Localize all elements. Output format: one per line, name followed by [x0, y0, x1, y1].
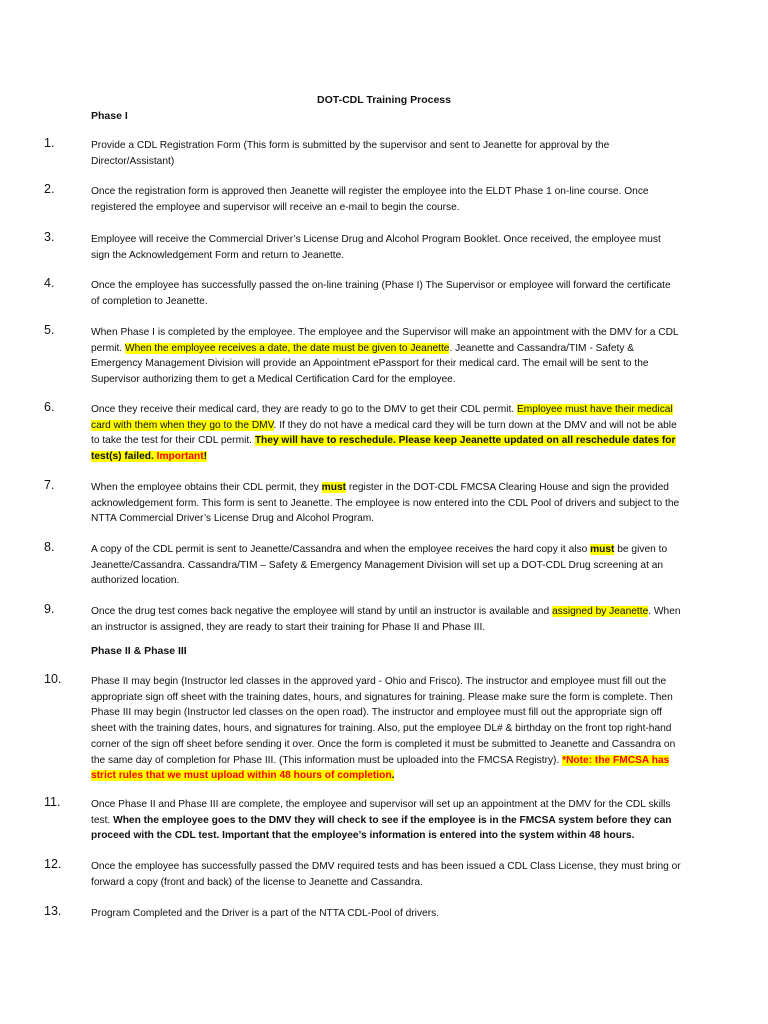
- text-segment: register in the DOT-CDL FMCSA Clearing House and sign the provided acknowledgement form. This form is sent to Jeanette. The employee is now entered into the CDL Pool of drivers and subject to the NTTA Commercial Driver’s License Drug and Alcohol Program.: [91, 482, 680, 525]
- text-segment: They will have to reschedule. Please keep Jeanette updated on all reschedule dates for test(s) failed.: [91, 435, 676, 463]
- item-number: 6.: [44, 400, 55, 414]
- text-segment: must: [321, 482, 346, 493]
- text-segment: Once the drug test comes back negative the employee will stand by until an instructor is available and: [91, 606, 552, 617]
- item-text: [91, 797, 681, 844]
- item-text: [91, 232, 681, 263]
- item-number: 10.: [44, 672, 62, 686]
- item-text: [91, 138, 681, 169]
- item-number: 11.: [44, 795, 61, 809]
- text-segment: Employee will receive the Commercial Driver’s License Drug and Alcohol Program Booklet. Once received, the employee must sign the Acknowledgement Form and return to Jeanette.: [91, 234, 661, 261]
- item-text: [91, 542, 681, 589]
- item-number: 1.: [44, 136, 55, 150]
- item-number: 5.: [44, 323, 55, 337]
- text-segment: be given to Jeanette/Cassandra. Cassandra/TIM – Safety & Emergency Management Division will set up a DOT-CDL Drug screening at an authorized location.: [91, 544, 668, 587]
- text-segment: . If they do not have a medical card they will be turn down at the DMV and will not be able to take the test for their CDL permit.: [91, 419, 677, 447]
- text-segment: . When an instructor is assigned, they are ready to start their training for Phase II and Phase III.: [91, 606, 681, 633]
- item-text: [91, 859, 681, 890]
- item-number: 2.: [44, 182, 55, 196]
- item-number: 4.: [44, 276, 55, 290]
- item-text: [91, 480, 681, 527]
- text-segment: *Note: the FMCSA has strict rules that we must upload within 48 hours of completion: [91, 754, 670, 782]
- item-text: [91, 184, 681, 215]
- item-number: 8.: [44, 540, 55, 554]
- item-number: 9.: [44, 602, 55, 616]
- text-segment: Program Completed and the Driver is a part of the NTTA CDL-Pool of drivers.: [91, 908, 440, 919]
- text-segment: .: [391, 770, 395, 782]
- text-segment: When the employee obtains their CDL permit, they: [91, 482, 322, 493]
- item-text: [91, 906, 681, 922]
- item-number: 7.: [44, 478, 55, 492]
- item-text: [91, 402, 681, 465]
- text-segment: When the employee goes to the DMV they will check to see if the employee is in the FMCSA system before they can proceed with the CDL test. Important that the employee’s information is entered into the system within 48 hours.: [91, 814, 672, 842]
- text-segment: must: [590, 544, 615, 555]
- item-number: 3.: [44, 230, 55, 244]
- item-number: 13.: [44, 904, 62, 918]
- text-segment: Important: [156, 451, 204, 463]
- phase-2-3-heading: Phase II & Phase III: [91, 645, 187, 657]
- text-segment: Employee must have their medical card with them when they go to the DMV: [91, 404, 673, 431]
- item-text: [91, 674, 681, 784]
- item-text: [91, 325, 681, 388]
- text-segment: . Jeanette and Cassandra/TIM - Safety & Emergency Management Division will provide an Appointment ePassport for their medical card. The email will be sent to the Supervisor authorizing them to get a Medical Certification Card for the employee.: [91, 342, 649, 386]
- item-text: [91, 604, 681, 635]
- text-segment: Once the employee has successfully passed the on-line training (Phase I) The Supervisor or employee will forward the certificate of completion to Jeanette.: [91, 280, 671, 307]
- text-segment: Once the registration form is approved then Jeanette will register the employee into the ELDT Phase 1 on-line course. Once registered the employee and supervisor will receive an e-mail to begin the course.: [91, 186, 649, 213]
- item-number: 12.: [44, 857, 62, 871]
- text-segment: Provide a CDL Registration Form (This form is submitted by the supervisor and sent to Jeanette for approval by the Director/Assistant): [91, 140, 610, 167]
- text-segment: Once the employee has successfully passed the DMV required tests and has been issued a CDL Class License, they must bring or forward a copy (front and back) of the license to Jeanette and Cassandra.: [91, 861, 681, 888]
- text-segment: assigned by Jeanette: [551, 606, 649, 617]
- document-title: DOT-CDL Training Process: [316, 94, 451, 106]
- text-segment: !: [203, 451, 208, 463]
- text-segment: When Phase I is completed by the employee. The employee and the Supervisor will make an appointment with the DMV for a CDL permit.: [91, 327, 679, 354]
- text-segment: A copy of the CDL permit is sent to Jeanette/Cassandra and when the employee receives the hard copy it also: [91, 544, 591, 555]
- text-segment: Once Phase II and Phase III are complete, the employee and supervisor will set up an appointment at the DMV for the CDL skills test.: [91, 799, 671, 826]
- text-segment: When the employee receives a date, the date must be given to Jeanette: [124, 342, 450, 354]
- phase-1-heading: Phase I: [91, 110, 128, 122]
- text-segment: Once they receive their medical card, they are ready to go to the DMV to get their CDL permit.: [91, 404, 517, 415]
- text-segment: Phase II may begin (Instructor led classes in the approved yard - Ohio and Frisco). The instructor and employee must fill out the appropriate sign off sheet with the training dates, hours, and signatures for training. Please make sure the form is complete. Then Phase III may begin (Instructor led classes on the open road). The instructor and employee must fill out the appropriate sign off sheet with the training dates, hours, and signatures for training. Also, put the employee DL# & birthday on the front top right-hand corner of the sign off sheet before sending it over. Once the form is completed it must be submitted to Jeanette and Cassandra on the same day of completion for Phase III. (This information must be uploaded into the FMCSA Registry).: [91, 676, 676, 766]
- item-text: [91, 278, 681, 309]
